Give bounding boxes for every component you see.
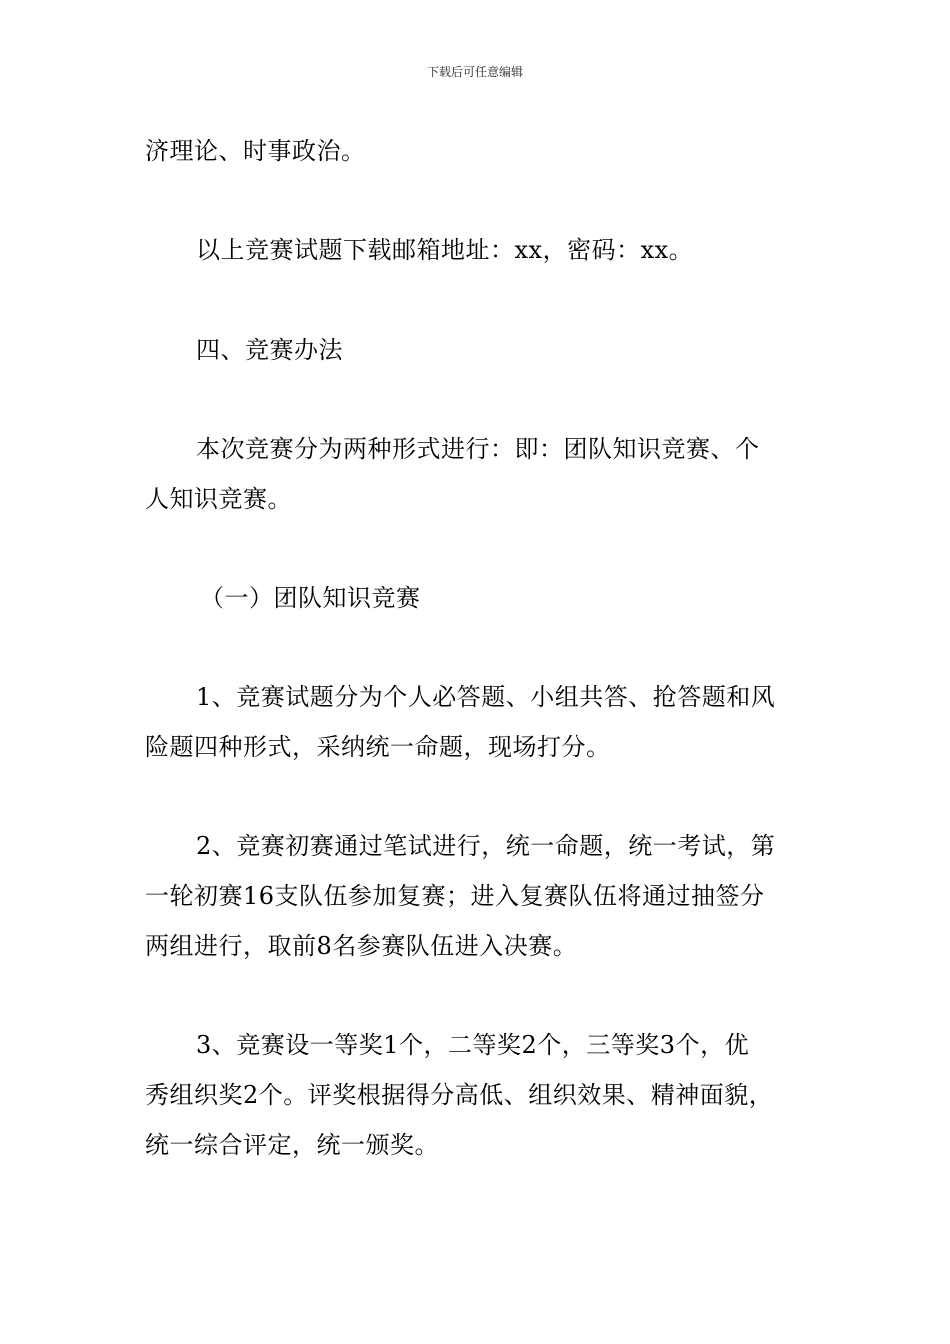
paragraph-line: 本次竞赛分为两种形式进行：即：团队知识竞赛、个 <box>196 435 760 463</box>
page-header-note: 下载后可任意编辑 <box>426 65 523 79</box>
section-heading: 四、竞赛办法 <box>196 336 343 364</box>
paragraph-line: 3、竞赛设一等奖1个，二等奖2个，三等奖3个，优 <box>196 1031 750 1059</box>
paragraph-line: 2、竞赛初赛通过笔试进行，统一命题，统一考试，第 <box>196 832 776 860</box>
paragraph-line: 济理论、时事政治。 <box>145 137 366 165</box>
paragraph-line: 人知识竞赛。 <box>145 485 292 513</box>
paragraph-line: 以上竞赛试题下载邮箱地址：xx，密码：xx。 <box>196 236 694 264</box>
paragraph-line: 险题四种形式，采纳统一命题，现场打分。 <box>145 733 611 761</box>
paragraph-line: 1、竞赛试题分为个人必答题、小组共答、抢答题和风 <box>196 683 776 711</box>
paragraph-line: 秀组织奖2个。评奖根据得分高低、组织效果、精神面貌， <box>145 1081 774 1109</box>
paragraph-line: 统一综合评定，统一颁奖。 <box>145 1131 439 1159</box>
subsection-heading: （一）团队知识竞赛 <box>200 584 421 612</box>
paragraph-line: 一轮初赛16支队伍参加复赛；进入复赛队伍将通过抽签分 <box>145 882 765 910</box>
paragraph-line: 两组进行，取前8名参赛队伍进入决赛。 <box>145 932 578 960</box>
